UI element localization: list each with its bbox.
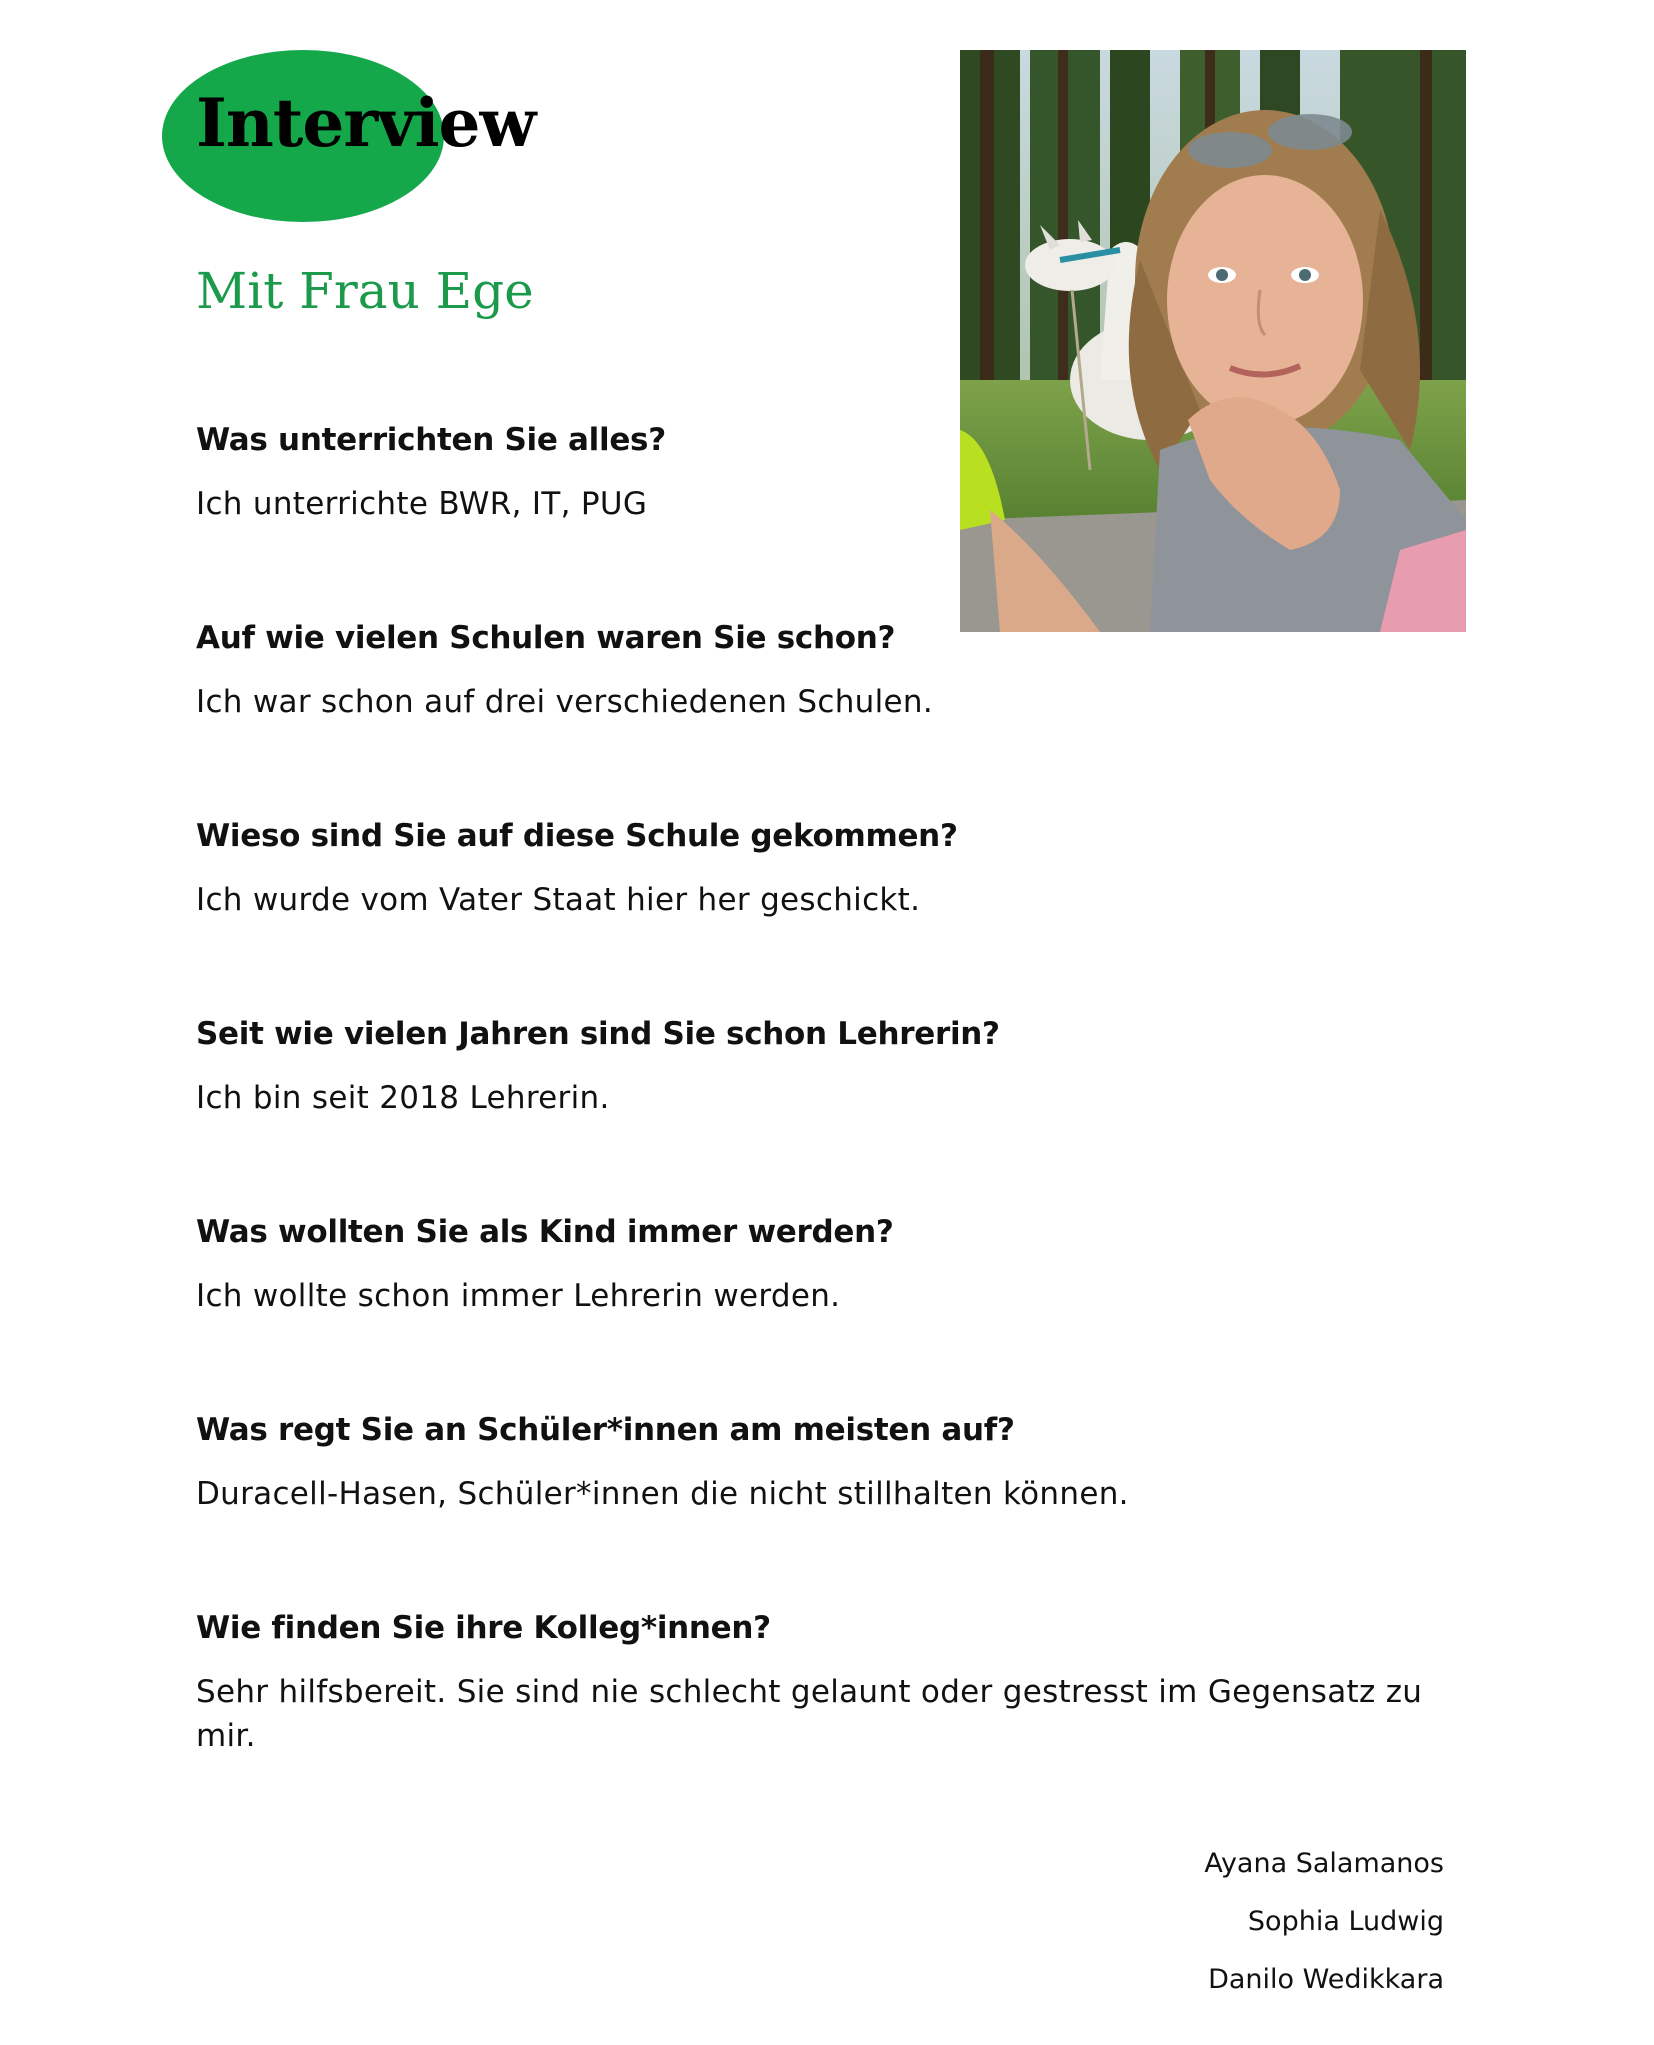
page-subtitle: Mit Frau Ege <box>196 262 534 320</box>
qa-item <box>196 1606 1446 1804</box>
answer: Ich wollte schon immer Lehrerin werden. <box>196 1278 841 1314</box>
question: Auf wie vielen Schulen waren Sie schon? <box>196 620 896 656</box>
title-block <box>162 50 536 222</box>
authors-list <box>1204 1845 1444 2019</box>
answer: Sehr hilfsbereit. Sie sind nie schlecht gelaunt oder gestresst im Gegensatz zu mir. <box>196 1674 1423 1754</box>
answer: Ich unterrichte BWR, IT, PUG <box>196 486 648 522</box>
answer: Ich wurde vom Vater Staat hier her geschickt. <box>196 882 921 918</box>
author-name: Ayana Salamanos <box>1204 1848 1444 1879</box>
answer: Ich bin seit 2018 Lehrerin. <box>196 1080 610 1116</box>
qa-item <box>196 1210 1446 1408</box>
question: Was wollten Sie als Kind immer werden? <box>196 1214 894 1250</box>
author-name: Sophia Ludwig <box>1247 1906 1444 1937</box>
question: Was unterrichten Sie alles? <box>196 422 666 458</box>
qa-item <box>196 1408 1446 1606</box>
question: Seit wie vielen Jahren sind Sie schon Lehrerin? <box>196 1016 1000 1052</box>
answer: Duracell-Hasen, Schüler*innen die nicht stillhalten können. <box>196 1476 1129 1512</box>
author-name: Danilo Wedikkara <box>1208 1964 1444 1995</box>
interview-qa-list <box>196 418 1446 1804</box>
qa-item <box>196 616 1446 814</box>
question: Wieso sind Sie auf diese Schule gekommen? <box>196 818 958 854</box>
question: Wie finden Sie ihre Kolleg*innen? <box>196 1610 771 1646</box>
page-title: Interview <box>196 84 536 162</box>
qa-item <box>196 1012 1446 1210</box>
answer: Ich war schon auf drei verschiedenen Schulen. <box>196 684 934 720</box>
question: Was regt Sie an Schüler*innen am meisten auf? <box>196 1412 1015 1448</box>
qa-item <box>196 418 1446 616</box>
qa-item <box>196 814 1446 1012</box>
